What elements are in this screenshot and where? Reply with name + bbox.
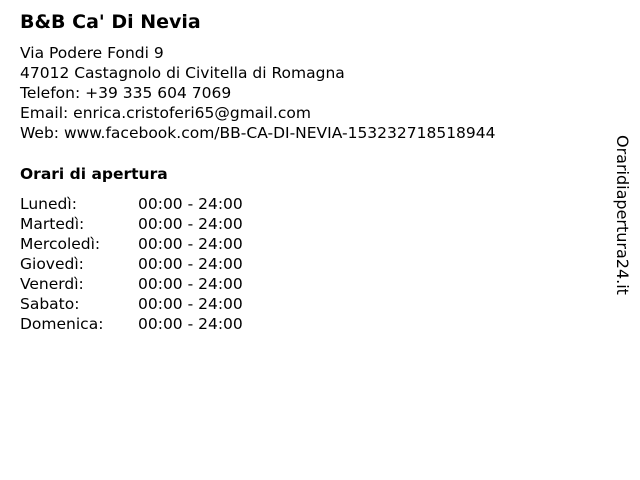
contact-info (20, 43, 496, 143)
web-line: Web: www.facebook.com/BB-CA-DI-NEVIA-153232718518944 (20, 124, 496, 142)
time-range: 00:00 - 24:00 (138, 235, 243, 253)
time-range: 00:00 - 24:00 (138, 275, 243, 293)
business-name: B&B Ca' Di Nevia (20, 11, 201, 33)
day-label: Sabato: (20, 295, 80, 313)
address-street: Via Podere Fondi 9 (20, 44, 164, 62)
day-label: Giovedì: (20, 255, 84, 273)
day-label: Venerdì: (20, 275, 84, 293)
opening-hours-heading: Orari di apertura (20, 165, 168, 183)
phone-line: Telefon: +39 335 604 7069 (20, 84, 232, 102)
time-range: 00:00 - 24:00 (138, 215, 243, 233)
day-label: Domenica: (20, 315, 104, 333)
address-city: 47012 Castagnolo di Civitella di Romagna (20, 64, 345, 82)
day-label: Lunedì: (20, 195, 77, 213)
day-label: Mercoledì: (20, 235, 101, 253)
email-line: Email: enrica.cristoferi65@gmail.com (20, 104, 311, 122)
site-watermark: Oraridiapertura24.it (613, 135, 632, 295)
day-label: Martedì: (20, 215, 85, 233)
time-range: 00:00 - 24:00 (138, 295, 243, 313)
time-range: 00:00 - 24:00 (138, 255, 243, 273)
time-range: 00:00 - 24:00 (138, 195, 243, 213)
time-range: 00:00 - 24:00 (138, 315, 243, 333)
